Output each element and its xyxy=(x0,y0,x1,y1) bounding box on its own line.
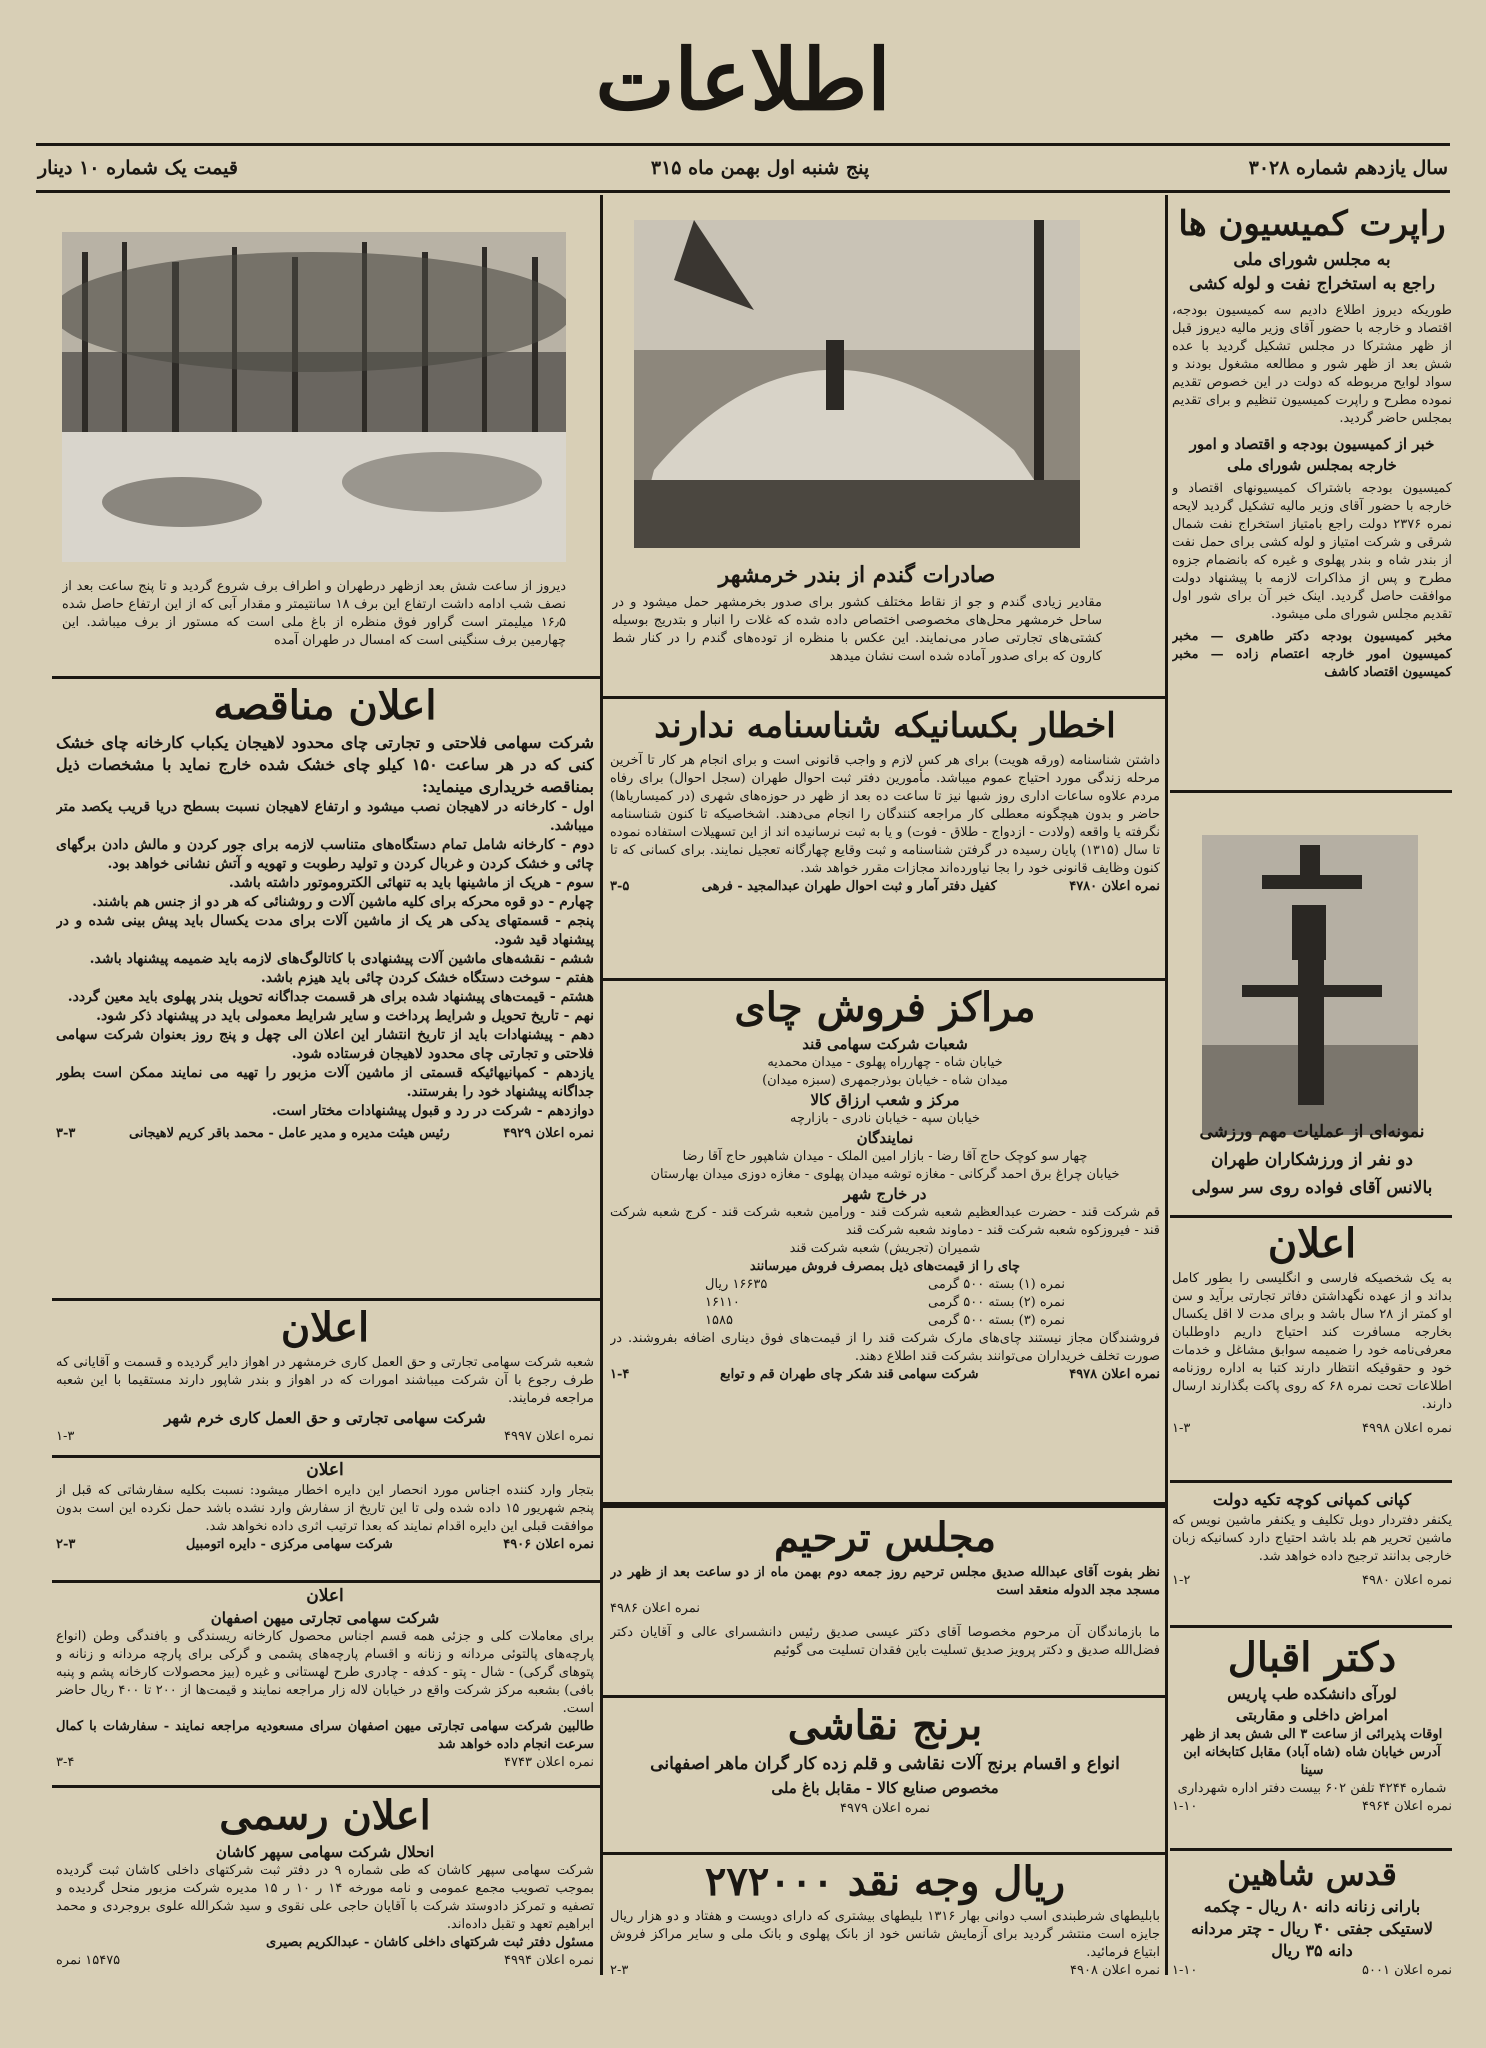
date-rule xyxy=(36,190,1450,193)
quds-shahin-part: ۱-۱۰ xyxy=(1172,1963,1198,1978)
elan-merchants-part: ۲-۳ xyxy=(56,1537,76,1552)
tender-item: هفتم - سوخت دستگاه خشک کردن چائی باید هیزم باشد. xyxy=(260,970,594,986)
commission-body-1: طوریکه دیروز اطلاع دادیم سه کمیسیون بودجه، اقتصاد و خارجه با حضور آقای وزیر مالیه دیروز قبل از ظهر مشترکا در مجلس تشکیل گردید با عده شش بعد از ظهر شور و مطالعه مشغول بودند و سواد لوایح مربوطه که دولت در این خصوص تقدیم نموده مطرح و راپرت کمیسیون تنظیم و برای تقدیم بمجلس حاضر گردید. xyxy=(1172,303,1452,426)
elan-isfahan-sign: طالبین شرکت سهامی تجارتی میهن اصفهان سرای مسعودیه مراجعه نمایند - سفارشات با کمال سرعت انجام داده خواهد شد xyxy=(56,1719,594,1752)
tea-price-row xyxy=(705,1312,1065,1330)
tea-centers-line: خیابان چراغ برق احمد گرکانی - مغازه توشه میدان پهلوی - مغازه دوزی میدان بهارستان xyxy=(650,1167,1120,1182)
prize-body: بابلیطهای شرطبندی اسب دوانی بهار ۱۳۱۶ بلیطهای بیشتری که دارای دویست و هفتاد و دو هزار ریال جایزه است منتشر گردید برای آزمایش شانس خود از بانک پهلوی و بانک ملی و سایر مراکز فروش ابتیاع فرمائید. xyxy=(610,1909,1160,1960)
tender-sign: رئیس هیئت مدیره و مدیر عامل - محمد باقر کریم لاهیجانی xyxy=(129,1126,450,1141)
tea-price-item: نمره (۲) بسته ۵۰۰ گرمی xyxy=(927,1295,1065,1310)
quds-shahin-line-3: دانه ۳۵ ریال xyxy=(1271,1941,1353,1960)
tender-item: دوازدهم - شرکت در رد و قبول پیشنهادات مختار است. xyxy=(271,1103,594,1119)
commission-signers: مخبر کمیسیون بودجه دکتر طاهری — مخبر کمیسیون امور خارجه اعتصام زاده — مخبر کمیسیون اقتصاد کاشف xyxy=(1172,629,1452,680)
elan-khorramshahr xyxy=(56,1302,594,1452)
dr-iqbal-phone: شماره ۴۲۴۴ تلفن ۶۰۲ بیست دفتر اداره شهرداری xyxy=(1177,1781,1447,1796)
tender-item: یازدهم - کمپانیهائیکه قسمتی از ماشین آلات مزبور را تهیه می نمایند ممکن است بطور جداگانه پیشنهاد خود را بفرستند. xyxy=(56,1065,594,1100)
quds-shahin-line-1: بارانی زنانه دانه ۸۰ ریال - چکمه xyxy=(1203,1897,1421,1916)
elan-merchants-number: نمره اعلان ۴۹۰۶ xyxy=(503,1537,594,1552)
tea-price-value: ۱۵۸۵ xyxy=(705,1313,733,1328)
quds-shahin-ad xyxy=(1172,1852,1452,2002)
elan-khorramshahr-number: نمره اعلان ۴۹۹۷ xyxy=(504,1429,594,1444)
elan-official-body: شرکت سهامی سپهر کاشان که طی شماره ۹ در دفتر ثبت شرکتهای داخلی کاشان ثبت گردیده بموجب تصویب مجمع عمومی و نامه مورخه ۱۴ ر ۱۰ ر ۱۵ مدیره شرکت مزبور منحل گردیده و تصفیه و تمرکز دادوستد شرکت با آقایان حاجی علی نقوی و سید شکرالله علوی بروجردی و محمد ابراهیم تعهد و تقبل داده‌اند. xyxy=(56,1863,594,1932)
elan-employment-number: نمره اعلان ۴۹۹۸ xyxy=(1362,1421,1452,1436)
tea-centers-part: ۱-۴ xyxy=(610,1367,630,1382)
elan-isfahan-body: برای معاملات کلی و جزئی همه قسم اجناس محصول کارخانه ریسندگی و بافندگی وطن (انواع پارچه‌های پالتوئی مردانه و زنانه و اقسام پارچه‌های پشمی و گرکی برای پارچه مردانه و زنانه و پتوهای گرکی) - شال - پتو - کدفه - چادری طرح لهستانی و غیره (بیز محصولات کارخانه پشم و پنبه بافی) بشعبه مرکز شرکت واقع در خیابان لاله زار مراجعه نمایند و قیمت‌ها از ۲۰۰ تا ۴۰۰ ریال حاضر است. xyxy=(56,1629,594,1716)
section-rule xyxy=(52,1785,600,1788)
tender-item: پنجم - قسمتهای یدکی هر یک از ماشین آلات برای مدت یکسال باید پیش بینی شده و در پیشنهاد قید شود. xyxy=(56,913,594,948)
elan-official-part: ۱۵۴۷۵ نمره xyxy=(56,1953,121,1968)
elan-khorramshahr-sign: شرکت سهامی تجارتی و حق العمل کاری خرم شهر xyxy=(164,1409,486,1427)
commission-headline: راپرت کمیسیون ها xyxy=(1178,204,1446,244)
elan-official xyxy=(56,1790,594,2015)
commission-subhead-oil: راجع به استخراج نفت و لوله کشی xyxy=(1189,274,1435,294)
company-notice-body: یکنفر دفتردار دوبل تکلیف و یکنفر ماشین نویس که ماشین تحریر هم بلد باشد احتیاج دارد کسانیکه زبان خارجی بدانند ترجیح داده خواهد شد. xyxy=(1172,1513,1452,1564)
section-rule xyxy=(52,1580,600,1583)
acrobat-caption-1: نمونه‌ای از عملیات مهم ورزشی xyxy=(1199,1122,1425,1142)
prize-headline: ۲۷۲۰۰۰ ریال وجه نقد xyxy=(704,1858,1066,1905)
tender-items xyxy=(56,798,594,1121)
elan-merchants-sign: شرکت سهامی مرکزی - دایره اتومبیل xyxy=(185,1537,393,1552)
tender-part: ۳-۳ xyxy=(56,1126,76,1141)
tender-item: ششم - نقشه‌های ماشین آلات پیشنهادی با کاتالوگ‌های لازمه باید ضمیمه پیشنهاد باشد. xyxy=(89,951,594,967)
tender-item: دهم - پیشنهادات باید از تاریخ انتشار این اعلان الی چهل و پنج روز بعنوان شرکت سهامی فلاحتی و تجارتی چای محدود لاهیجان فرستاده شود. xyxy=(56,1027,594,1062)
elan-official-sign: مسئول دفتر ثبت شرکتهای داخلی کاشان - عبدالکریم بصیری xyxy=(266,1935,594,1950)
wheat-export-caption: مقادیر زیادی گندم و جو از نقاط مختلف کشور برای صدور بخرمشهر حمل میشود و در ساحل خرمشهر محل‌های مخصوصی اختصاص داده شده که غلات را انبار و بتدریج بوسیله کشتی‌های تجارتی صادر می‌نمایند. این عکس با منظره از توده‌های گندم را در کنار شط کارون که برای صدور آماده شده است نشان میدهد xyxy=(612,595,1102,664)
column-divider xyxy=(600,195,603,1975)
elan-employment-body: به یک شخصیکه فارسی و انگلیسی را بطور کامل بداند و از عهده نگهداشتن دفاتر تجارتی برآید و سن او کمتر از ۲۸ سال باشد و برای مدت لا اقل یکسال بخارجه مسافرت کند احتیاج داریم داوطلبان معرفی‌نامه خود را ضمیمه سوابق مشاغل و خدمات خود و حقوقیکه انتظار دارند کتبا به اداره روزنامه اطلاعات تحت نمره ۶۸ که روی پاکت بگذارند ارسال دارند. xyxy=(1172,1271,1452,1412)
section-rule xyxy=(603,696,1167,699)
elan-merchants-headline: اعلان xyxy=(306,1460,344,1480)
tea-centers-sub-agents: نمایندگان xyxy=(856,1129,914,1147)
id-warning-body: داشتن شناسنامه (ورقه هویت) برای هر کس لازم و واجب قانونی است و برای انجام هر کار تا آخرین مرحله زندگی مورد احتیاج عموم میباشد. مأمورین دفتر ثبت احوال طهران (سجل احوال) برای رفاه مردم علاوه ساعات اداری روز شبها نیز تا ساعت ده بعد از ظهر در حوزه‌های شهری (در کمیساریاها) حاضر و بدون هیچگونه معطلی کار مراجعه کنندگان را انجام می‌دهند. اشخاصیکه تا کنون شناسنامه نگرفته یا واقعه (ولادت - ازدواج - طلاق - فوت) و یا به ثبت نرسانیده اند از این تسهیلات استفاده نموده تا سال (۱۳۱۵) پایان رسیده در گرفتن شناسنامه و ثبت وقایع چهارگانه تعجیل نمایند. برای کسانی که تا کنون وظایف قانونی خود را بجا نیاورده‌اند مجازات مقرر خواهد شد. xyxy=(610,753,1160,876)
tea-centers-number: نمره اعلان ۴۹۷۸ xyxy=(1069,1367,1160,1382)
brass-ad xyxy=(610,1700,1160,1850)
elan-khorramshahr-body: شعبه شرکت سهامی تجارتی و حق العمل کاری خرمشهر در اهواز دایر گردیده و قسمت و آقایانی که طرف رجوع با آن شرکت میباشند امورات که در اهواز و بندر شاپور دارند مستقیما با این شعبه مراجعه فرمایند. xyxy=(56,1355,594,1406)
commission-report xyxy=(1172,200,1452,760)
elan-official-headline: اعلان رسمی xyxy=(219,1792,431,1839)
quds-shahin-line-2: لاستیکی جفتی ۴۰ ریال - چتر مردانه xyxy=(1191,1919,1433,1938)
tea-centers-sub-sugar: شعبات شرکت سهامی قند xyxy=(802,1035,968,1053)
elan-employment-part: ۱-۳ xyxy=(1172,1421,1191,1436)
dr-iqbal-hours: اوقات پذیرائی از ساعت ۳ الی شش بعد از ظهر xyxy=(1181,1727,1443,1742)
section-rule xyxy=(1170,1480,1452,1483)
section-rule xyxy=(52,1298,600,1301)
tender-headline: اعلان مناقصه xyxy=(213,682,437,729)
acrobat-caption-2: دو نفر از ورزشکاران طهران xyxy=(1211,1150,1413,1170)
brass-headline: برنج نقاشی xyxy=(787,1702,983,1749)
issue-price: قیمت یک شماره ۱۰ دینار xyxy=(38,157,238,179)
tea-centers-sub-outside: در خارج شهر xyxy=(843,1185,927,1203)
tea-price-row xyxy=(705,1276,1065,1294)
id-warning xyxy=(610,700,1160,975)
tea-centers-line: شمیران (تجریش) شعبه شرکت قند xyxy=(789,1241,981,1256)
tender-item: دوم - کارخانه شامل تمام دستگاه‌های متناسب لازمه برای جور کردن و مالش دادن برگهای چائی و خشک کردن و غربال کردن و تولید رطوبت و تهویه و آتش نشانی خواهد بود. xyxy=(56,837,594,872)
dr-iqbal-part: ۱-۱۰ xyxy=(1172,1799,1198,1814)
tea-price-row xyxy=(705,1294,1065,1312)
acrobat-caption-3: بالانس آقای فواده روی سر سولی xyxy=(1191,1178,1433,1198)
tea-centers-sign: شرکت سهامی قند شکر چای طهران قم و توابع xyxy=(720,1367,979,1382)
tea-price-item: نمره (۱) بسته ۵۰۰ گرمی xyxy=(927,1277,1065,1292)
brass-line-1: انواع و اقسام برنج آلات نقاشی و قلم زده کار گران ماهر اصفهانی xyxy=(650,1754,1120,1774)
company-notice xyxy=(1172,1488,1452,1618)
tea-centers-line: میدان شاه - خیابان بوذرجمهری (سبزه میدان) xyxy=(762,1073,1008,1088)
dr-iqbal-address: آدرس خیابان شاه (شاه آباد) مقابل کتابخانه ابن سینا xyxy=(1183,1745,1441,1778)
issue-number: سال یازدهم شماره ۳۰۲۸ xyxy=(1248,157,1448,179)
tea-centers-line: خیابان شاه - چهارراه پهلوی - میدان محمدیه xyxy=(767,1055,1003,1070)
wheat-export-photo xyxy=(634,220,1080,548)
dr-iqbal-degree: لورآی دانشکده طب پاریس xyxy=(1227,1685,1397,1703)
section-rule xyxy=(603,1502,1167,1508)
tender-item: نهم - تاریخ تحویل و شرایط پرداخت و سایر شرایط معمولی باید در پیشنهاد ذکر شود. xyxy=(96,1008,594,1024)
elan-isfahan-headline: اعلان xyxy=(306,1586,344,1606)
tender-item: اول - کارخانه در لاهیجان نصب میشود و ارتفاع لاهیجان نسبت بسطح دریا قریب یکصد متر میباشد. xyxy=(56,799,594,834)
column-divider xyxy=(1165,195,1168,1975)
condolence-headline: مجلس ترحیم xyxy=(773,1514,997,1561)
section-rule xyxy=(603,978,1167,981)
acrobat-photo xyxy=(1202,835,1418,1135)
dr-iqbal-headline: دکتر اقبال xyxy=(1227,1634,1397,1681)
section-rule xyxy=(603,1695,1167,1698)
commission-subhead-parliament: به مجلس شورای ملی xyxy=(1233,250,1391,270)
tender-item: چهارم - دو قوه محرکه برای کلیه ماشین آلات و روشنائی که هر دو از جنس هم باشند. xyxy=(92,894,594,910)
brass-number: نمره اعلان ۴۹۷۹ xyxy=(840,1801,930,1816)
tender-item: هشتم - قیمت‌های پیشنهاد شده برای هر قسمت جداگانه تحویل بندر پهلوی باید معین گردد. xyxy=(67,989,594,1005)
elan-merchants xyxy=(56,1458,594,1578)
issue-date: پنج شنبه اول بهمن ماه ۳۱۵ xyxy=(650,157,870,179)
prize-ad xyxy=(610,1856,1160,2006)
commission-subhead-budget: خبر از کمیسیون بودجه و اقتصاد و امور خارجه بمجلس شورای ملی xyxy=(1189,435,1435,474)
elan-isfahan xyxy=(56,1584,594,1784)
tea-price-value: ۱۶۱۱۰ xyxy=(705,1295,740,1310)
tender-item: سوم - هریک از ماشینها باید به تنهائی الکتروموتور داشته باشد. xyxy=(228,875,594,891)
company-notice-headline: کپانی کمپانی کوچه تکیه دولت xyxy=(1212,1490,1412,1509)
tea-centers-line: قم شرکت قند - حضرت عبدالعظیم شعبه شرکت قند - ورامین شعبه شرکت قند - کرج شعبه شرکت قند - فیروزکوه شعبه شرکت قند - دماوند شعبه شرکت قند xyxy=(610,1205,1160,1238)
elan-employment-headline: اعلان xyxy=(1267,1220,1357,1267)
tender-notice xyxy=(56,680,594,1295)
snow-garden-photo xyxy=(62,232,566,562)
company-notice-part: ۱-۲ xyxy=(1172,1573,1191,1588)
elan-isfahan-part: ۳-۴ xyxy=(56,1755,75,1770)
id-warning-part: ۳-۵ xyxy=(610,879,630,894)
tea-centers-note: فروشندگان مجاز نیستند چای‌های مارک شرکت قند را از قیمت‌های فوق دیناری اضافه بفروشند. در صورت تخلف خریداران می‌توانند بشرکت قند اطلاع دهند. xyxy=(610,1331,1160,1364)
brass-line-2: مخصوص صنایع کالا - مقابل باغ ملی xyxy=(771,1779,999,1797)
snow-photo-caption: دیروز از ساعت شش بعد ازظهر درطهران و اطراف برف شروع گردید و تا پنج ساعت بعد از نصف شب ادامه داشت ارتفاع این برف ۱۸ سانتیمتر و مقدار آبی که از این ارتفاع حاصل شده ۱۶٫۵ میلیمتر است گراور فوق منظره از باغ ملی است که مستور از برف میباشد. این چهارمین برف سنگینی است که امسال در طهران آمده xyxy=(62,579,566,648)
tea-centers-line: خیابان سپه - خیابان نادری - بازارچه xyxy=(789,1111,981,1126)
tea-centers-headline: مراکز فروش چای xyxy=(734,984,1036,1031)
section-rule xyxy=(1170,1848,1452,1851)
tender-number: نمره اعلان ۴۹۲۹ xyxy=(503,1126,594,1141)
elan-official-subhead: انحلال شرکت سهامی سپهر کاشان xyxy=(215,1843,435,1861)
dr-iqbal-specialty: امراض داخلی و مقاربتی xyxy=(1236,1706,1388,1724)
dr-iqbal-number: نمره اعلان ۴۹۶۴ xyxy=(1362,1799,1452,1814)
tea-centers-sub-provisions: مرکز و شعب ارزاق کالا xyxy=(810,1091,960,1109)
dr-iqbal-ad xyxy=(1172,1632,1452,1842)
tea-centers-price-intro: چای را از قیمت‌های ذیل بمصرف فروش میرسانند xyxy=(749,1259,1021,1274)
tea-centers xyxy=(610,982,1160,1502)
id-warning-headline: اخطار بکسانیکه شناسنامه ندارند xyxy=(654,706,1116,746)
tea-price-item: نمره (۳) بسته ۵۰۰ گرمی xyxy=(927,1313,1065,1328)
tea-centers-line: چهار سو کوچک حاج آقا رضا - بازار امین الملک - میدان شاهپور حاج آقا رضا xyxy=(682,1149,1088,1164)
tea-price-value: ۱۶۶۳۵ ریال xyxy=(705,1277,768,1292)
masthead-title: اطلاعات xyxy=(595,30,891,129)
id-warning-number: نمره اعلان ۴۷۸۰ xyxy=(1069,879,1160,894)
condolence-body-1: نظر بفوت آقای عبدالله صدیق مجلس ترحیم روز جمعه دوم بهمن ماه از دو ساعت بعد از ظهر در مسجد مجد الدوله منعقد است xyxy=(610,1565,1160,1598)
wheat-export-title: صادرات گندم از بندر خرمشهر xyxy=(718,562,996,588)
id-warning-sign: کفیل دفتر آمار و ثبت احوال طهران عبدالمجید - فرهی xyxy=(701,879,997,894)
condolence-body-2: ما بازماندگان آن مرحوم مخصوصا آقای دکتر عیسی صدیق رئیس دانشسرای عالی و آقایان دکتر فضل‌الله صدیق و دکتر پرویز صدیق تسلیت باین فقدان تسلیت می گوئیم xyxy=(610,1625,1160,1658)
condolence-number: نمره اعلان ۴۹۸۶ xyxy=(610,1601,700,1616)
commission-body-2: کمیسیون بودجه باشتراک کمیسیونهای اقتصاد و خارجه با حضور آقای وزیر مالیه تشکیل گردید لایحه نمره ۲۳۷۶ دولت راجع بامتیاز استخراج نفت شمال شرقی و شرکت امتیاز و لوله کشی برای حمل نفت از بندر شاه و بندر پهلوی و غیره که بانضمام جزوه مطرح و پس از مذاکرات لازمه با پیشنهاد دولت موافقت حاصل گردید. اینک خبر آن برای شور اول تقدیم مجلس شورای ملی میشود. xyxy=(1172,481,1452,622)
elan-isfahan-number: نمره اعلان ۴۷۴۳ xyxy=(504,1755,594,1770)
tender-intro: شرکت سهامی فلاحتی و تجارتی چای محدود لاهیجان یکباب کارخانه چای خشک کنی که در هر ساعت ۱۵۰ کیلو چای خشک شده خارج نماید با مشخصات ذیل بمناقصه خریداری مینماید: xyxy=(56,733,594,796)
elan-khorramshahr-part: ۱-۳ xyxy=(56,1429,75,1444)
prize-number: نمره اعلان ۴۹۰۸ xyxy=(1070,1963,1160,1978)
elan-isfahan-company: شرکت سهامی تجارتی میهن اصفهان xyxy=(210,1609,440,1627)
quds-shahin-headline: قدس شاهین xyxy=(1227,1855,1397,1893)
elan-khorramshahr-headline: اعلان xyxy=(280,1304,370,1351)
section-rule xyxy=(52,676,600,679)
condolence-notice xyxy=(610,1512,1160,1692)
elan-employment xyxy=(1172,1218,1452,1463)
top-rule xyxy=(36,143,1450,146)
section-rule xyxy=(603,1852,1167,1855)
elan-official-number: نمره اعلان ۴۹۹۴ xyxy=(504,1953,594,1968)
company-notice-number: نمره اعلان ۴۹۸۰ xyxy=(1362,1573,1452,1588)
elan-merchants-body: بتجار وارد کننده اجناس مورد انحصار این دایره اخطار میشود: نسبت بکلیه سفارشاتی که قبل از پنجم شهریور ۱۵ داده شده ولی تا این تاریخ از سفارش وارد نشده باشد حمل نکرده این است بدون موافقت قبلی این دایره اقدام نمایند که بعدا ترتیب اثری داده نخواهد شد. xyxy=(56,1483,594,1534)
section-rule xyxy=(1170,790,1452,793)
section-rule xyxy=(1170,1625,1452,1628)
prize-part: ۲-۳ xyxy=(610,1963,629,1978)
quds-shahin-number: نمره اعلان ۵۰۰۱ xyxy=(1362,1963,1452,1978)
tea-price-table xyxy=(705,1276,1065,1330)
